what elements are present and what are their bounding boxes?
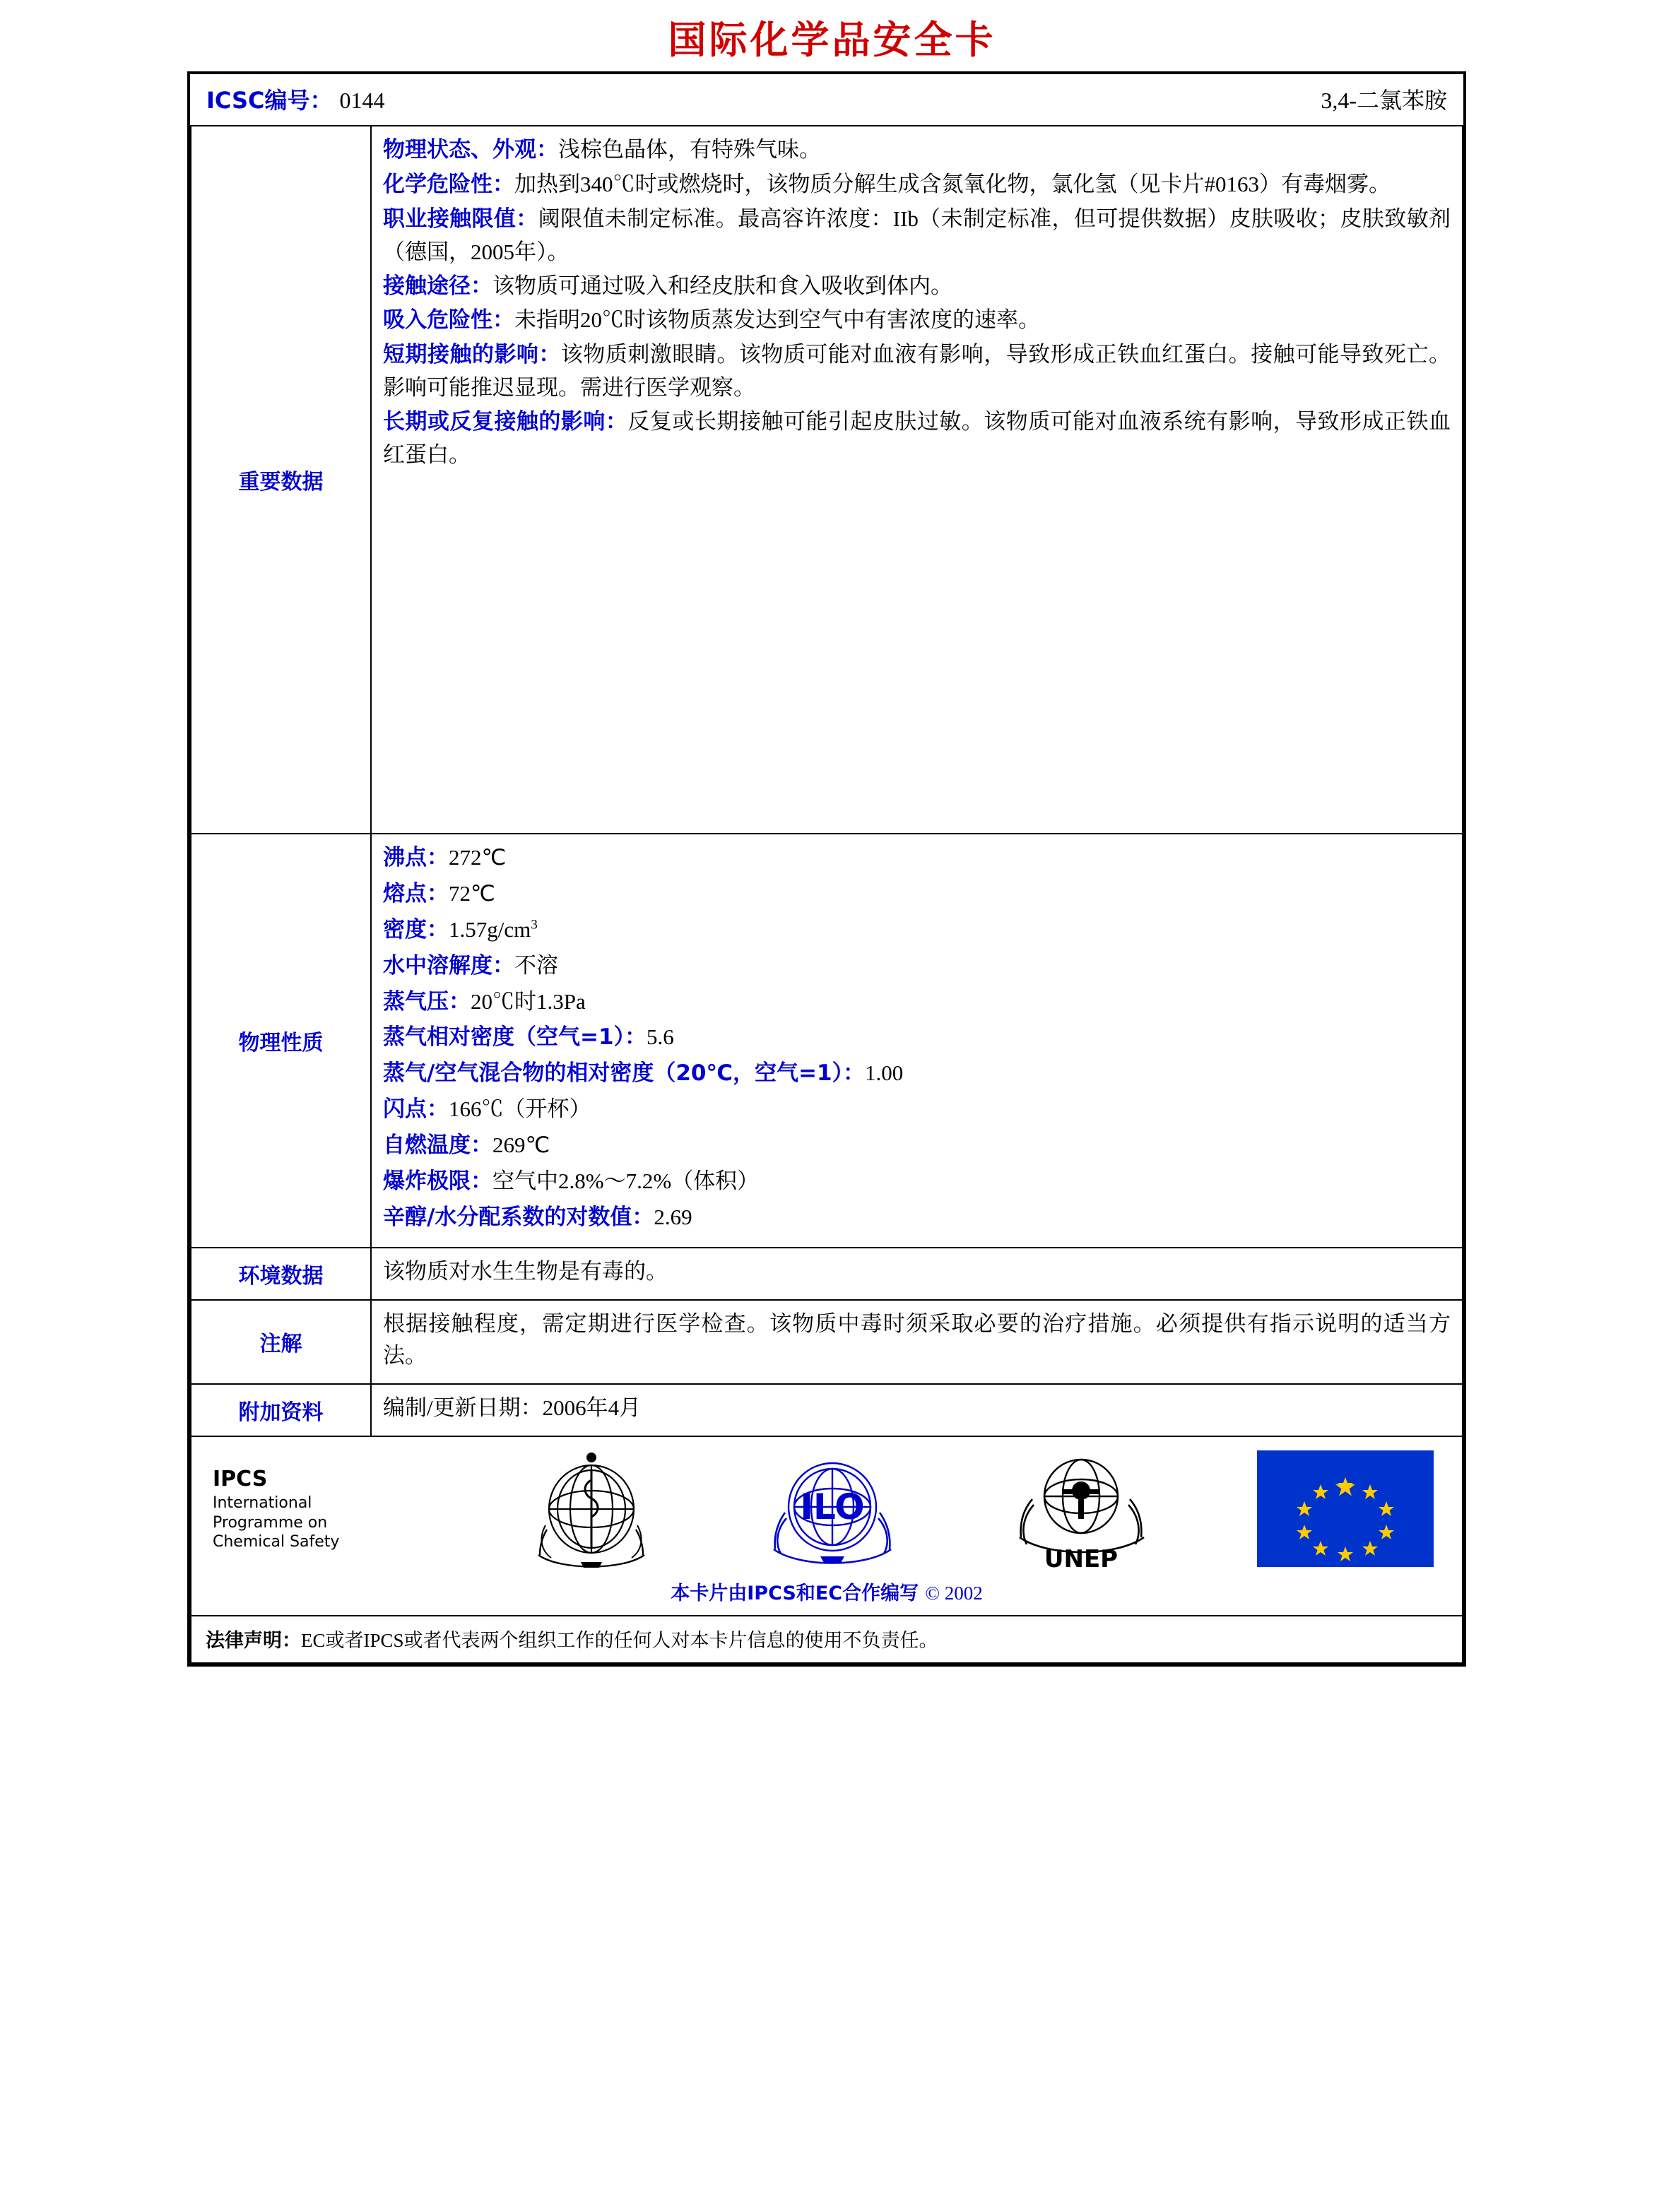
item-key: 化学危险性： <box>383 171 514 197</box>
ilo-label: ILO <box>799 1486 865 1528</box>
icsc-number-label: ICSC编号： <box>206 87 333 114</box>
item-text: 阈限值未制定标准。最高容许浓度：IIb（未制定标准，但可提供数据）皮肤吸收；皮肤致敏剂（德国，2005年）。 <box>383 206 1451 264</box>
important-item <box>383 270 1451 303</box>
unep-logo <box>1005 1447 1157 1571</box>
environmental-data-text: 该物质对水生生物是有毒的。 <box>383 1258 668 1284</box>
physical-properties-label: 物理性质 <box>191 834 371 1248</box>
item-text: 该物质可通过吸入和经皮肤和食入吸收到体内。 <box>492 273 952 298</box>
legal-label: 法律声明： <box>206 1630 301 1652</box>
phys-item <box>383 1057 1451 1090</box>
notes-cell <box>371 1300 1463 1385</box>
additional-info-cell <box>371 1384 1463 1436</box>
phys-item <box>383 877 1451 911</box>
item-key: 水中溶解度： <box>383 952 514 978</box>
unep-label: UNEP <box>1044 1545 1119 1571</box>
item-text: 1.57g/cm <box>449 916 531 942</box>
legal-cell <box>191 1616 1463 1663</box>
additional-info-content <box>372 1385 1462 1436</box>
card-header-cell <box>191 74 1463 126</box>
item-text: 空气中2.8%～7.2%（体积） <box>492 1168 760 1193</box>
important-item <box>383 168 1451 201</box>
credit-line <box>191 1575 1462 1615</box>
ipcs-text-block <box>213 1466 425 1551</box>
phys-item <box>383 913 1451 947</box>
who-logo <box>524 1449 659 1569</box>
important-data-content <box>372 126 1462 483</box>
item-key: 自燃温度： <box>383 1132 492 1158</box>
legal-text: EC或者IPCS或者代表两个组织工作的任何人对本卡片信息的使用不负责任。 <box>301 1630 938 1652</box>
item-key: 辛醇/水分配系数的对数值： <box>383 1204 654 1230</box>
environmental-data-label: 环境数据 <box>191 1248 371 1300</box>
item-text: 269℃ <box>492 1132 550 1157</box>
additional-info-label: 附加资料 <box>191 1384 371 1436</box>
item-key: 长期或反复接触的影响： <box>383 409 628 434</box>
item-text: 272℃ <box>449 845 507 870</box>
important-data-cell <box>371 126 1463 834</box>
item-key: 短期接触的影响： <box>383 342 561 368</box>
logos-cell <box>191 1436 1463 1616</box>
item-text: 5.6 <box>647 1024 674 1050</box>
important-item <box>383 134 1451 167</box>
copyright-text: © 2002 <box>925 1583 983 1604</box>
notes-content <box>372 1301 1462 1384</box>
item-text: 72℃ <box>449 880 495 906</box>
item-key: 蒸气/空气混合物的相对密度（20℃，空气=1）： <box>383 1060 866 1087</box>
item-text: 反复或长期接触可能引起皮肤过敏。该物质可能对血液系统有影响，导致形成正铁血红蛋白。 <box>383 409 1451 467</box>
notes-row <box>191 1300 1463 1385</box>
item-key: 职业接触限值： <box>383 206 538 232</box>
item-text: 不溶 <box>514 952 558 978</box>
important-data-row <box>191 126 1463 834</box>
item-key: 蒸气相对密度（空气=1）： <box>383 1024 647 1051</box>
important-data-label: 重要数据 <box>191 126 371 834</box>
ipcs-line-1: International <box>213 1494 312 1513</box>
ipcs-abbrev: IPCS <box>213 1467 268 1492</box>
item-text: 该物质刺激眼睛。该物质可能对血液有影响，导致形成正铁血红蛋白。接触可能导致死亡。影响可能推迟显现。需进行医学观察。 <box>383 342 1451 401</box>
additional-info-row <box>191 1384 1463 1436</box>
safety-card <box>187 71 1466 1667</box>
item-text: 浅棕色晶体，有特殊气味。 <box>558 137 821 162</box>
logos-row <box>191 1436 1463 1616</box>
notes-text: 根据接触程度，需定期进行医学检查。该物质中毒时须采取必要的治疗措施。必须提供有指示说明的适当方法。 <box>383 1311 1451 1368</box>
item-superscript: 3 <box>531 917 538 933</box>
physical-properties-content <box>372 834 1462 1247</box>
item-text: 2.69 <box>654 1204 692 1229</box>
phys-item <box>383 986 1451 1019</box>
eu-flag <box>1257 1450 1434 1567</box>
item-text: 166℃（开杯） <box>449 1096 591 1122</box>
item-key: 闪点： <box>383 1096 449 1123</box>
environmental-data-cell <box>371 1248 1463 1300</box>
card-header-row <box>191 74 1463 126</box>
item-key: 熔点： <box>383 880 449 906</box>
card-table <box>190 74 1463 1664</box>
legal-content <box>191 1616 1462 1662</box>
item-text: 加热到340℃时或燃烧时，该物质分解生成含氮氧化物，氯化氢（见卡片#0163）有毒烟雾。 <box>514 171 1391 196</box>
additional-info-text: 编制/更新日期：2006年4月 <box>383 1395 642 1421</box>
ipcs-line-3: Chemical Safety <box>213 1532 340 1551</box>
item-text: 20℃时1.3Pa <box>471 988 586 1014</box>
phys-item <box>383 1201 1451 1234</box>
important-item <box>383 203 1451 268</box>
item-key: 密度： <box>383 916 449 942</box>
icsc-number-value: 0144 <box>339 88 385 113</box>
item-text: 1.00 <box>865 1060 904 1086</box>
phys-item <box>383 1093 1451 1126</box>
item-key: 吸入危险性： <box>383 307 514 333</box>
environmental-data-row <box>191 1248 1463 1300</box>
phys-item <box>383 1021 1451 1054</box>
physical-properties-row <box>191 834 1463 1248</box>
item-key: 物理状态、外观： <box>383 137 558 162</box>
phys-item <box>383 841 1451 875</box>
important-item <box>383 304 1451 337</box>
item-text: 未指明20℃时该物质蒸发达到空气中有害浓度的速率。 <box>514 307 1040 333</box>
phys-item <box>383 1129 1451 1162</box>
page-title: 国际化学品安全卡 <box>668 18 996 62</box>
legal-row <box>191 1616 1463 1663</box>
ipcs-line-2: Programme on <box>213 1513 328 1532</box>
substance-name: 3,4-二氯苯胺 <box>1321 88 1447 113</box>
item-key: 沸点： <box>383 845 449 870</box>
physical-properties-cell <box>371 834 1463 1248</box>
credit-text: 本卡片由IPCS和EC合作编写 <box>671 1583 919 1605</box>
phys-item <box>383 1165 1451 1198</box>
phys-item <box>383 950 1451 983</box>
ilo-logo <box>758 1450 907 1567</box>
notes-label: 注解 <box>191 1300 371 1385</box>
environmental-data-content <box>372 1248 1462 1299</box>
item-key: 蒸气压： <box>383 988 471 1015</box>
important-item <box>383 406 1451 471</box>
logos-strip <box>191 1437 1462 1575</box>
important-item <box>383 338 1451 404</box>
item-key: 爆炸极限： <box>383 1168 492 1194</box>
item-key: 接触途径： <box>383 273 492 299</box>
